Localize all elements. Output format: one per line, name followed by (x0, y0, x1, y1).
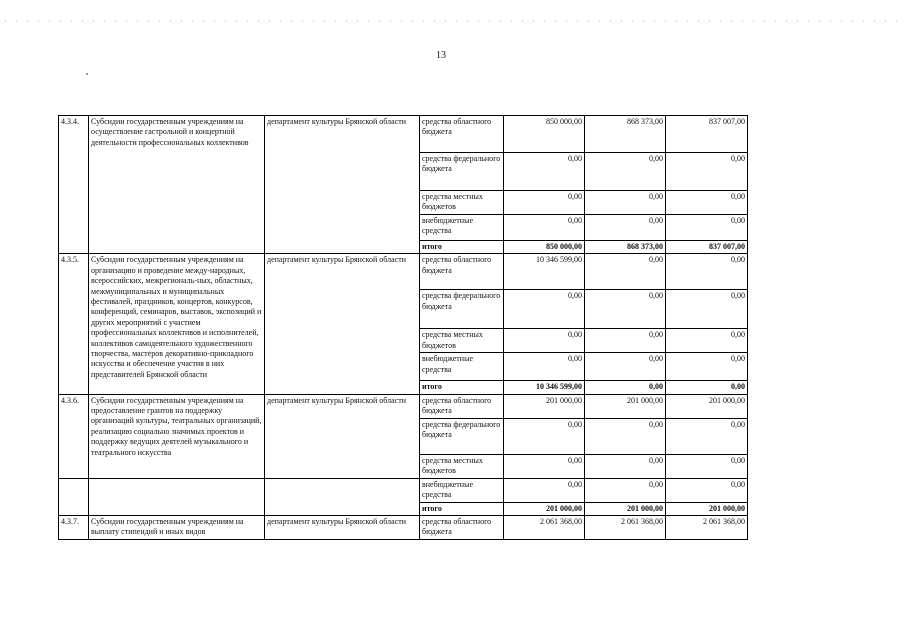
value-year-3: 0,00 (666, 454, 748, 478)
value-year-2: 0,00 (585, 478, 666, 502)
total-year-2: 201 000,00 (585, 502, 666, 515)
value-year-3: 0,00 (666, 353, 748, 381)
value-year-1: 0,00 (504, 418, 585, 454)
value-year-2: 0,00 (585, 329, 666, 353)
row-number: 4.3.6. (59, 394, 89, 478)
executor: департамент культуры Брянской области (265, 394, 420, 478)
total-year-1: 201 000,00 (504, 502, 585, 515)
value-year-1: 0,00 (504, 454, 585, 478)
funding-source: средства областного бюджета (420, 116, 504, 153)
value-year-3: 2 061 368,00 (666, 516, 748, 540)
value-year-1: 0,00 (504, 329, 585, 353)
executor: департамент культуры Брянской области (265, 516, 420, 540)
table-row (59, 116, 748, 153)
table-row (59, 478, 748, 502)
value-year-3: 0,00 (666, 191, 748, 215)
funding-source-total: итого (420, 381, 504, 394)
funding-source: средства федерального бюджета (420, 153, 504, 191)
total-year-1: 850 000,00 (504, 241, 585, 254)
total-year-3: 201 000,00 (666, 502, 748, 515)
total-year-2: 868 373,00 (585, 241, 666, 254)
value-year-3: 0,00 (666, 478, 748, 502)
executor: департамент культуры Брянской области (265, 254, 420, 394)
table-row (59, 254, 748, 290)
measure-name: Субсидии государственным учреждениям на организацию и проведение между-народных, всероссийских, межрегиональ-ных, областных, межмуниципальных и муниципальных фестивалей, праздников, концертов, конкурсов, конференций, семинаров, выставок, экспозиций и других мероприятий с участием профессиональных коллективов и исполнителей, коллективов самодеятельного художественного творчества, мастеров декоративно-прикладного искусства и обеспечение участия в них представителей Брянской области (89, 254, 265, 394)
value-year-2: 0,00 (585, 418, 666, 454)
value-year-2: 0,00 (585, 454, 666, 478)
value-year-3: 0,00 (666, 290, 748, 329)
total-year-3: 0,00 (666, 381, 748, 394)
budget-table (58, 115, 748, 540)
funding-source: внебюджетные средства (420, 478, 504, 502)
value-year-1: 2 061 368,00 (504, 516, 585, 540)
funding-source: средства областного бюджета (420, 394, 504, 418)
funding-source: средства местных бюджетов (420, 454, 504, 478)
value-year-2: 0,00 (585, 153, 666, 191)
value-year-1: 0,00 (504, 215, 585, 241)
table-row (59, 394, 748, 418)
value-year-3: 0,00 (666, 153, 748, 191)
funding-source: средства областного бюджета (420, 254, 504, 290)
value-year-1: 10 346 599,00 (504, 254, 585, 290)
page-number: 13 (436, 50, 446, 61)
row-number: 4.3.7. (59, 516, 89, 540)
value-year-3: 0,00 (666, 254, 748, 290)
empty-cell (59, 478, 89, 515)
table-row (59, 516, 748, 540)
total-year-1: 10 346 599,00 (504, 381, 585, 394)
measure-name: Субсидии государственным учреждениям на предоставление грантов на поддержку организаций культуры, театральных организаций, реализацию социально значимых проектов и поддержку ведущих деятелей музыкального и театрального искусства (89, 394, 265, 478)
value-year-2: 868 373,00 (585, 116, 666, 153)
value-year-2: 0,00 (585, 191, 666, 215)
value-year-1: 0,00 (504, 353, 585, 381)
executor: департамент культуры Брянской области (265, 116, 420, 254)
value-year-1: 850 000,00 (504, 116, 585, 153)
row-number: 4.3.4. (59, 116, 89, 254)
value-year-2: 201 000,00 (585, 394, 666, 418)
total-year-2: 0,00 (585, 381, 666, 394)
value-year-2: 0,00 (585, 215, 666, 241)
value-year-2: 0,00 (585, 290, 666, 329)
funding-source: средства областного бюджета (420, 516, 504, 540)
value-year-3: 0,00 (666, 215, 748, 241)
value-year-3: 837 007,00 (666, 116, 748, 153)
value-year-2: 0,00 (585, 254, 666, 290)
row-number: 4.3.5. (59, 254, 89, 394)
empty-cell (89, 478, 265, 515)
value-year-3: 0,00 (666, 329, 748, 353)
value-year-1: 0,00 (504, 191, 585, 215)
funding-source: средства местных бюджетов (420, 329, 504, 353)
value-year-1: 0,00 (504, 478, 585, 502)
scan-noise-dots (0, 20, 905, 22)
funding-source: средства федерального бюджета (420, 418, 504, 454)
funding-source: внебюджетные средства (420, 215, 504, 241)
measure-name: Субсидии государственным учреждениям на осуществление гастрольной и концертной деятельности профессиональных коллективов (89, 116, 265, 254)
funding-source-total: итого (420, 502, 504, 515)
funding-source: средства местных бюджетов (420, 191, 504, 215)
scan-speck (86, 73, 88, 75)
value-year-2: 2 061 368,00 (585, 516, 666, 540)
funding-source: внебюджетные средства (420, 353, 504, 381)
value-year-1: 0,00 (504, 290, 585, 329)
value-year-3: 201 000,00 (666, 394, 748, 418)
value-year-1: 201 000,00 (504, 394, 585, 418)
value-year-2: 0,00 (585, 353, 666, 381)
funding-source-total: итого (420, 241, 504, 254)
value-year-1: 0,00 (504, 153, 585, 191)
funding-source: средства федерального бюджета (420, 290, 504, 329)
empty-cell (265, 478, 420, 515)
total-year-3: 837 007,00 (666, 241, 748, 254)
measure-name: Субсидии государственным учреждениям на выплату стипендий и иных видов (89, 516, 265, 540)
value-year-3: 0,00 (666, 418, 748, 454)
